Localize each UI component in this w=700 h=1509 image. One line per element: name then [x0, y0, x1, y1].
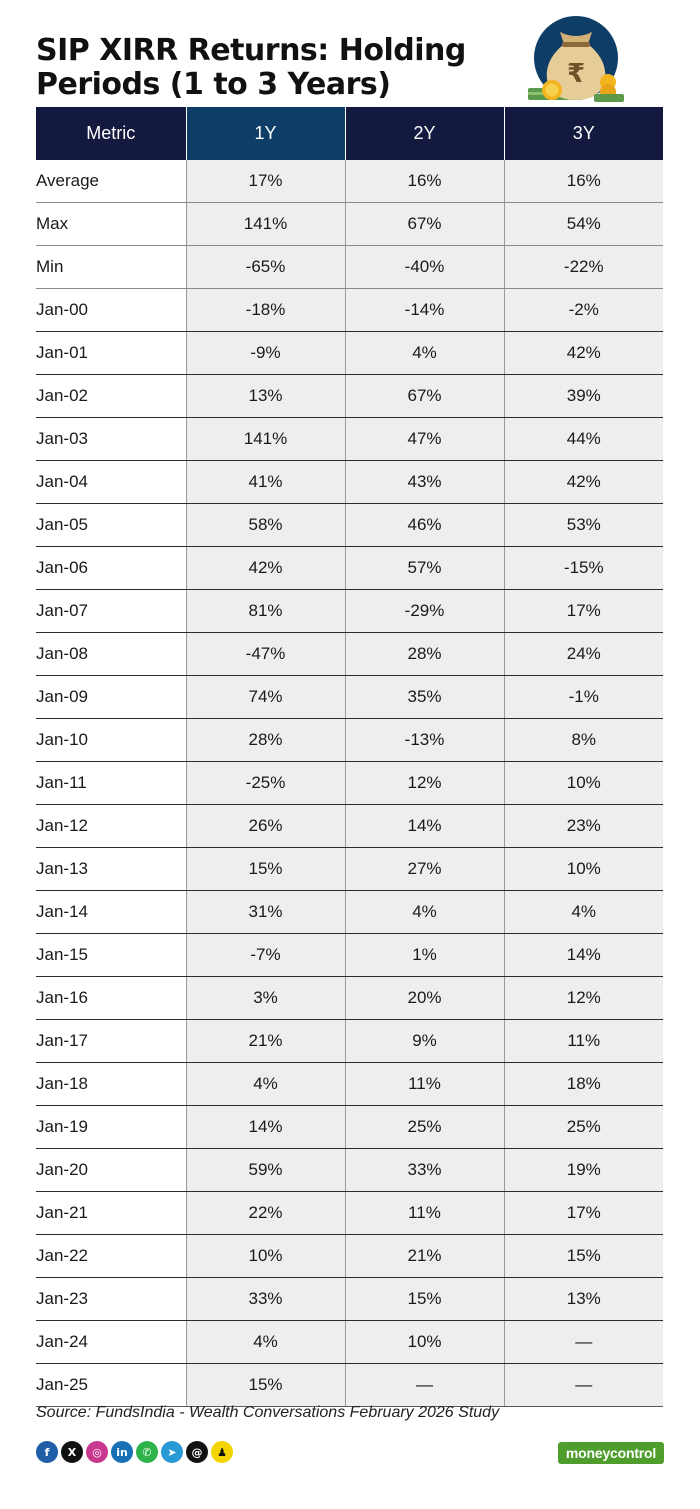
metric-cell: Jan-16: [36, 977, 186, 1020]
table-row: [36, 805, 663, 848]
table-row: [36, 203, 663, 246]
value-1y-cell: 81%: [186, 590, 345, 633]
value-3y-cell: 17%: [504, 590, 663, 633]
value-3y-cell: 11%: [504, 1020, 663, 1063]
table-row: [36, 633, 663, 676]
value-3y-cell: 10%: [504, 848, 663, 891]
table-row: [36, 289, 663, 332]
value-1y-cell: 41%: [186, 461, 345, 504]
value-2y-cell: 35%: [345, 676, 504, 719]
value-3y-cell: 4%: [504, 891, 663, 934]
value-2y-cell: 47%: [345, 418, 504, 461]
value-3y-cell: 42%: [504, 461, 663, 504]
value-2y-cell: 16%: [345, 160, 504, 203]
value-2y-cell: 9%: [345, 1020, 504, 1063]
value-1y-cell: 14%: [186, 1106, 345, 1149]
value-1y-cell: 21%: [186, 1020, 345, 1063]
money-bag-icon: [524, 10, 628, 106]
metric-cell: Min: [36, 246, 186, 289]
table-header-row: [36, 107, 663, 160]
table-row: [36, 891, 663, 934]
metric-cell: Jan-09: [36, 676, 186, 719]
table-row: [36, 504, 663, 547]
x-icon[interactable]: X: [61, 1441, 83, 1463]
value-2y-cell: -14%: [345, 289, 504, 332]
value-2y-cell: 25%: [345, 1106, 504, 1149]
value-2y-cell: 21%: [345, 1235, 504, 1278]
value-1y-cell: 4%: [186, 1063, 345, 1106]
value-1y-cell: 59%: [186, 1149, 345, 1192]
value-1y-cell: -9%: [186, 332, 345, 375]
table-row: [36, 160, 663, 203]
metric-cell: Jan-15: [36, 934, 186, 977]
value-1y-cell: 141%: [186, 203, 345, 246]
value-1y-cell: 26%: [186, 805, 345, 848]
value-3y-cell: 19%: [504, 1149, 663, 1192]
metric-cell: Jan-08: [36, 633, 186, 676]
value-3y-cell: 17%: [504, 1192, 663, 1235]
value-2y-cell: -13%: [345, 719, 504, 762]
value-3y-cell: —: [504, 1321, 663, 1364]
value-3y-cell: 15%: [504, 1235, 663, 1278]
value-3y-cell: 42%: [504, 332, 663, 375]
value-1y-cell: 141%: [186, 418, 345, 461]
table-row: [36, 1192, 663, 1235]
facebook-icon[interactable]: f: [36, 1441, 58, 1463]
value-3y-cell: 44%: [504, 418, 663, 461]
value-1y-cell: 13%: [186, 375, 345, 418]
value-3y-cell: 12%: [504, 977, 663, 1020]
metric-cell: Jan-10: [36, 719, 186, 762]
metric-cell: Jan-03: [36, 418, 186, 461]
value-1y-cell: -65%: [186, 246, 345, 289]
value-1y-cell: 15%: [186, 1364, 345, 1407]
value-3y-cell: 25%: [504, 1106, 663, 1149]
metric-cell: Jan-18: [36, 1063, 186, 1106]
header-1y: 1Y: [186, 107, 345, 160]
social-icons: [36, 1441, 233, 1463]
table-row: [36, 1278, 663, 1321]
metric-cell: Jan-02: [36, 375, 186, 418]
table-row: [36, 1020, 663, 1063]
table-row: [36, 1106, 663, 1149]
metric-cell: Jan-25: [36, 1364, 186, 1407]
value-3y-cell: 23%: [504, 805, 663, 848]
table-row: [36, 332, 663, 375]
header-3y: 3Y: [504, 107, 663, 160]
telegram-icon[interactable]: ➤: [161, 1441, 183, 1463]
table-row: [36, 676, 663, 719]
table-row: [36, 848, 663, 891]
value-2y-cell: 67%: [345, 203, 504, 246]
value-1y-cell: 22%: [186, 1192, 345, 1235]
table-row: [36, 590, 663, 633]
value-3y-cell: 39%: [504, 375, 663, 418]
value-1y-cell: 4%: [186, 1321, 345, 1364]
value-2y-cell: 27%: [345, 848, 504, 891]
value-1y-cell: -7%: [186, 934, 345, 977]
linkedin-icon[interactable]: in: [111, 1441, 133, 1463]
metric-cell: Jan-06: [36, 547, 186, 590]
header-2y: 2Y: [345, 107, 504, 160]
value-3y-cell: —: [504, 1364, 663, 1407]
metric-cell: Jan-00: [36, 289, 186, 332]
metric-cell: Max: [36, 203, 186, 246]
metric-cell: Jan-21: [36, 1192, 186, 1235]
source-note: Source: FundsIndia - Wealth Conversations February 2026 Study: [36, 1404, 500, 1421]
value-2y-cell: 1%: [345, 934, 504, 977]
value-3y-cell: 53%: [504, 504, 663, 547]
value-2y-cell: 28%: [345, 633, 504, 676]
metric-cell: Jan-13: [36, 848, 186, 891]
value-3y-cell: 10%: [504, 762, 663, 805]
whatsapp-icon[interactable]: ✆: [136, 1441, 158, 1463]
table-row: [36, 719, 663, 762]
table-row: [36, 1235, 663, 1278]
value-1y-cell: -47%: [186, 633, 345, 676]
metric-cell: Jan-19: [36, 1106, 186, 1149]
value-2y-cell: 20%: [345, 977, 504, 1020]
value-1y-cell: -25%: [186, 762, 345, 805]
table-row: [36, 934, 663, 977]
value-2y-cell: 4%: [345, 891, 504, 934]
value-3y-cell: -15%: [504, 547, 663, 590]
table-row: [36, 246, 663, 289]
value-3y-cell: 8%: [504, 719, 663, 762]
value-3y-cell: 24%: [504, 633, 663, 676]
value-3y-cell: 54%: [504, 203, 663, 246]
table-row: [36, 1321, 663, 1364]
threads-icon[interactable]: @: [186, 1441, 208, 1463]
metric-cell: Jan-11: [36, 762, 186, 805]
value-3y-cell: 16%: [504, 160, 663, 203]
returns-table: [36, 107, 663, 1407]
value-1y-cell: 17%: [186, 160, 345, 203]
table-row: [36, 1364, 663, 1407]
table-row: [36, 418, 663, 461]
metric-cell: Jan-04: [36, 461, 186, 504]
value-2y-cell: 11%: [345, 1063, 504, 1106]
value-2y-cell: 46%: [345, 504, 504, 547]
value-1y-cell: 33%: [186, 1278, 345, 1321]
table-row: [36, 375, 663, 418]
table-row: [36, 461, 663, 504]
metric-cell: Average: [36, 160, 186, 203]
metric-cell: Jan-24: [36, 1321, 186, 1364]
value-1y-cell: 42%: [186, 547, 345, 590]
value-3y-cell: -2%: [504, 289, 663, 332]
value-2y-cell: 67%: [345, 375, 504, 418]
value-2y-cell: -40%: [345, 246, 504, 289]
table-row: [36, 977, 663, 1020]
moneycontrol-logo: moneycontrol: [558, 1442, 664, 1464]
metric-cell: Jan-01: [36, 332, 186, 375]
svg-text:₹: ₹: [566, 59, 586, 89]
value-2y-cell: —: [345, 1364, 504, 1407]
value-2y-cell: 33%: [345, 1149, 504, 1192]
metric-cell: Jan-22: [36, 1235, 186, 1278]
metric-cell: Jan-20: [36, 1149, 186, 1192]
table-row: [36, 1149, 663, 1192]
value-2y-cell: 57%: [345, 547, 504, 590]
value-3y-cell: -22%: [504, 246, 663, 289]
value-2y-cell: 11%: [345, 1192, 504, 1235]
snapchat-icon[interactable]: ♟: [211, 1441, 233, 1463]
value-1y-cell: -18%: [186, 289, 345, 332]
table-row: [36, 547, 663, 590]
metric-cell: Jan-07: [36, 590, 186, 633]
value-1y-cell: 28%: [186, 719, 345, 762]
table-row: [36, 762, 663, 805]
value-3y-cell: 13%: [504, 1278, 663, 1321]
header-metric: Metric: [36, 107, 186, 160]
value-1y-cell: 15%: [186, 848, 345, 891]
value-1y-cell: 74%: [186, 676, 345, 719]
value-3y-cell: -1%: [504, 676, 663, 719]
value-1y-cell: 3%: [186, 977, 345, 1020]
metric-cell: Jan-17: [36, 1020, 186, 1063]
value-1y-cell: 31%: [186, 891, 345, 934]
chart-title: SIP XIRR Returns: Holding Periods (1 to 3 Years): [36, 33, 466, 102]
metric-cell: Jan-05: [36, 504, 186, 547]
metric-cell: Jan-12: [36, 805, 186, 848]
instagram-icon[interactable]: ◎: [86, 1441, 108, 1463]
value-3y-cell: 14%: [504, 934, 663, 977]
value-3y-cell: 18%: [504, 1063, 663, 1106]
value-2y-cell: 10%: [345, 1321, 504, 1364]
value-1y-cell: 10%: [186, 1235, 345, 1278]
table-row: [36, 1063, 663, 1106]
metric-cell: Jan-23: [36, 1278, 186, 1321]
metric-cell: Jan-14: [36, 891, 186, 934]
value-2y-cell: 12%: [345, 762, 504, 805]
value-2y-cell: 43%: [345, 461, 504, 504]
value-1y-cell: 58%: [186, 504, 345, 547]
value-2y-cell: 4%: [345, 332, 504, 375]
value-2y-cell: -29%: [345, 590, 504, 633]
value-2y-cell: 14%: [345, 805, 504, 848]
value-2y-cell: 15%: [345, 1278, 504, 1321]
